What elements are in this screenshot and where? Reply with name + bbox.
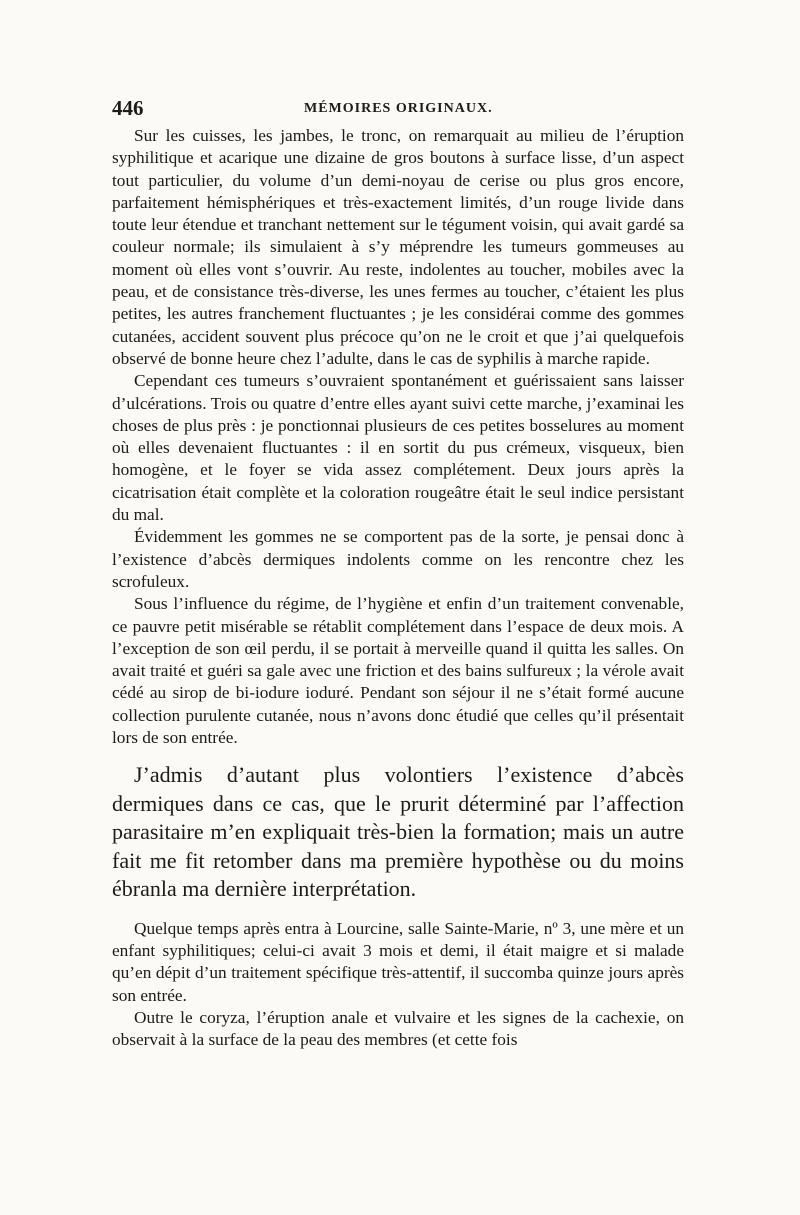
paragraph-1: Sur les cuisses, les jambes, le tronc, on remarquait au milieu de l’éruption syphilitique et acarique une dizaine de gros boutons à surface lisse, d’un aspect tout particulier, du volume d’un demi-noyau de cerise ou plus gros encore, parfaitement hémisphériques et très-exactement limités, d’un rouge livide dans toute leur étendue et tranchant nettement sur le tégument voisin, qui avait gardé sa couleur normale; ils simulaient à s’y méprendre les tumeurs gommeuses au moment où elles vont s’ouvrir. Au reste, indolentes au toucher, mobiles avec la peau, et de consistance très-diverse, les unes fermes au toucher, c’étaient les plus petites, les autres franchement fluctuantes ; je les considérai comme des gommes cutanées, accident souvent plus précoce qu’on ne le croit et que j’ai quelquefois observé de bonne heure chez l’adulte, dans le cas de syphilis à marche rapide. — [112, 126, 684, 368]
running-head: MÉMOIRES ORIGINAUX. — [304, 101, 493, 116]
paragraph-5: J’admis d’autant plus volontiers l’existence d’abcès dermiques dans ce cas, que le prurit déterminé par l’affection parasitaire m’en expliquait très-bien la formation; mais un autre fait me fit retomber dans ma première hypothèse ou du moins ébranla ma dernière interprétation. — [112, 762, 684, 902]
page-header — [112, 96, 692, 120]
page-number: 446 — [112, 96, 144, 120]
paragraph-6: Quelque temps après entra à Lourcine, salle Sainte-Marie, nº 3, une mère et un enfant syphilitiques; celui-ci avait 3 mois et demi, il était maigre et si malade qu’en dépit d’un traitement spécifique très-attentif, il succomba quinze jours après son entrée. — [112, 918, 684, 1005]
paragraph-7: Outre le coryza, l’éruption anale et vulvaire et les signes de la cachexie, on observait à la surface de la peau des membres (et cette fois — [112, 1008, 684, 1050]
paragraph-4: Sous l’influence du régime, de l’hygiène et enfin d’un traitement convenable, ce pauvre petit misérable se rétablit complétement dans l’espace de deux mois. A l’exception de son œil perdu, il se portait à merveille quand il quitta les salles. On avait traité et guéri sa gale avec une friction et des bains sulfureux ; la vérole avait cédé au sirop de bi-iodure ioduré. Pendant son séjour il ne s’était formé aucune collection purulente cutanée, nous n’avons donc étudié que celles qu’il présentait lors de son entrée. — [112, 594, 684, 748]
paragraph-3: Évidemment les gommes ne se comportent pas de la sorte, je pensai donc à l’existence d’abcès dermiques indolents comme on les rencontre chez les scrofuleux. — [112, 527, 684, 591]
paragraph-2: Cependant ces tumeurs s’ouvraient spontanément et guérissaient sans laisser d’ulcérations. Trois ou quatre d’entre elles ayant suivi cette marche, j’examinai les choses de plus près : je ponctionnai plusieurs de ces petites bosselures au moment où elles devenaient fluctuantes : il en sortit du pus crémeux, visqueux, bien homogène, et le foyer se vida assez complétement. Deux jours après la cicatrisation était complète et la coloration rougeâtre était le seul indice persistant du mal. — [112, 371, 684, 525]
page-body — [112, 125, 684, 1052]
